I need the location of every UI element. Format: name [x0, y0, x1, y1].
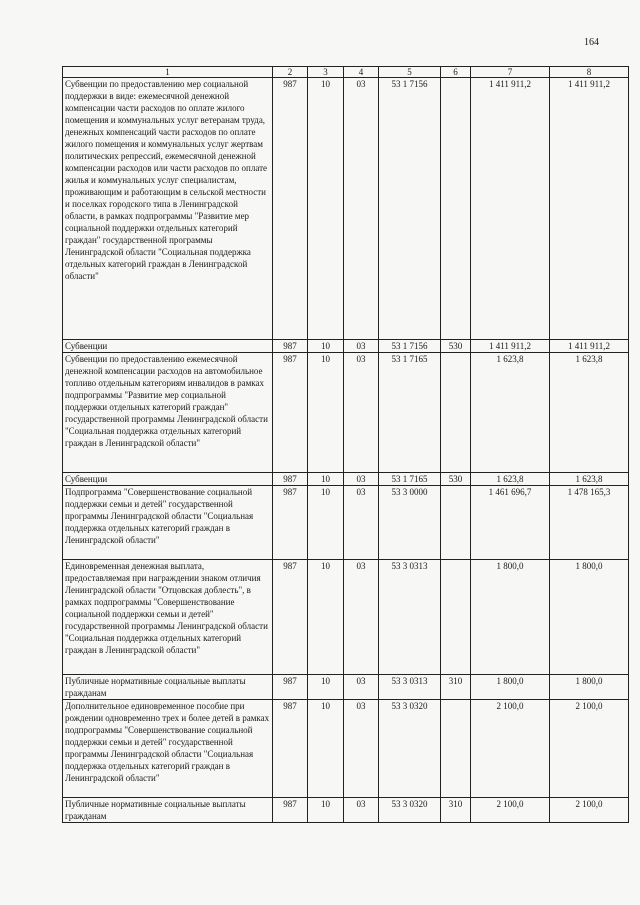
row-value-cell: 987: [273, 78, 308, 340]
row-value-cell: 03: [344, 78, 379, 340]
table-row: [63, 560, 629, 675]
row-value-cell: 987: [273, 675, 308, 700]
row-description-cell: Дополнительное единовременное пособие при рождении одновременно трех и более детей в рамках подпрограммы "Совершенствование социальной поддержки семьи и детей" государственной программы Ленинградской области "Социальная поддержка отдельных категорий граждан в Ленинградской области": [63, 700, 273, 798]
table-header-row: [63, 67, 629, 78]
row-value-cell: 53 3 0320: [379, 700, 441, 798]
table-row: [63, 486, 629, 560]
table-row: [63, 675, 629, 700]
row-description-cell: Единовременная денежная выплата, предоставляемая при награждении знаком отличия Ленинградской области "Отцовская доблесть", в рамках подпрограммы "Совершенствование социальной поддержки семьи и детей" государственной программы Ленинградской области "Социальная поддержка отдельных категорий граждан в Ленинградской области": [63, 560, 273, 675]
row-value-cell: 1 411 911,2: [471, 78, 550, 340]
header-cell: 2: [273, 67, 308, 78]
row-value-cell: [441, 78, 471, 340]
row-value-cell: 2 100,0: [471, 700, 550, 798]
row-value-cell: 1 800,0: [550, 560, 629, 675]
row-value-cell: 1 800,0: [471, 675, 550, 700]
row-value-cell: 1 478 165,3: [550, 486, 629, 560]
row-value-cell: 03: [344, 798, 379, 823]
row-value-cell: 10: [308, 340, 344, 353]
row-value-cell: 10: [308, 675, 344, 700]
header-cell: 6: [441, 67, 471, 78]
row-value-cell: [441, 353, 471, 473]
row-value-cell: 10: [308, 560, 344, 675]
header-cell: 1: [63, 67, 273, 78]
row-value-cell: 1 623,8: [550, 473, 629, 486]
row-value-cell: 03: [344, 473, 379, 486]
row-value-cell: 530: [441, 340, 471, 353]
row-value-cell: 987: [273, 560, 308, 675]
row-value-cell: 10: [308, 78, 344, 340]
header-cell: 7: [471, 67, 550, 78]
row-value-cell: 530: [441, 473, 471, 486]
row-description-cell: Субвенции: [63, 473, 273, 486]
row-value-cell: 1 461 696,7: [471, 486, 550, 560]
row-value-cell: 53 1 7156: [379, 340, 441, 353]
header-cell: 8: [550, 67, 629, 78]
row-description-cell: Публичные нормативные социальные выплаты гражданам: [63, 798, 273, 823]
row-value-cell: 10: [308, 700, 344, 798]
row-value-cell: 987: [273, 473, 308, 486]
row-value-cell: 2 100,0: [550, 700, 629, 798]
row-value-cell: 1 800,0: [471, 560, 550, 675]
row-value-cell: 53 3 0000: [379, 486, 441, 560]
row-value-cell: 310: [441, 798, 471, 823]
row-value-cell: 987: [273, 700, 308, 798]
table-row: [63, 78, 629, 340]
header-cell: 5: [379, 67, 441, 78]
table-row: [63, 700, 629, 798]
row-value-cell: 53 3 0320: [379, 798, 441, 823]
row-value-cell: 1 623,8: [550, 353, 629, 473]
row-value-cell: 53 3 0313: [379, 675, 441, 700]
row-value-cell: 310: [441, 675, 471, 700]
row-value-cell: 53 3 0313: [379, 560, 441, 675]
budget-table-body: [63, 67, 629, 823]
table-row: [63, 353, 629, 473]
row-value-cell: [441, 486, 471, 560]
row-value-cell: 1 411 911,2: [471, 340, 550, 353]
row-value-cell: 1 623,8: [471, 353, 550, 473]
row-description-cell: Публичные нормативные социальные выплаты гражданам: [63, 675, 273, 700]
table-row: [63, 798, 629, 823]
row-value-cell: 1 411 911,2: [550, 78, 629, 340]
row-description-cell: Субвенции по предоставлению мер социальной поддержки в виде: ежемесячной денежной компенсации части расходов по оплате жилого помещения и коммунальных услуг ветеранам труда, денежных компенсаций части расходов по оплате жилого помещения и коммунальных услуг жертвам политических репрессий, ежемесячной денежной компенсации расходов или части расходов по оплате жилья и коммунальных услуг специалистам, проживающим и работающим в сельской местности и поселках городского типа в Ленинградской области, в рамках подпрограммы "Развитие мер социальной поддержки отдельных категорий граждан" государственной программы Ленинградской области "Социальная поддержка отдельных категорий граждан в Ленинградской области": [63, 78, 273, 340]
row-value-cell: 03: [344, 340, 379, 353]
row-value-cell: 53 1 7165: [379, 353, 441, 473]
row-value-cell: [441, 560, 471, 675]
row-description-cell: Субвенции: [63, 340, 273, 353]
budget-table: [62, 66, 629, 823]
row-value-cell: 1 411 911,2: [550, 340, 629, 353]
row-value-cell: 1 623,8: [471, 473, 550, 486]
header-cell: 4: [344, 67, 379, 78]
row-value-cell: 53 1 7156: [379, 78, 441, 340]
row-value-cell: 987: [273, 486, 308, 560]
row-value-cell: 2 100,0: [471, 798, 550, 823]
row-value-cell: 987: [273, 798, 308, 823]
row-value-cell: [441, 700, 471, 798]
row-value-cell: 03: [344, 486, 379, 560]
row-value-cell: 10: [308, 473, 344, 486]
row-value-cell: 03: [344, 700, 379, 798]
row-value-cell: 53 1 7165: [379, 473, 441, 486]
row-value-cell: 987: [273, 353, 308, 473]
row-value-cell: 2 100,0: [550, 798, 629, 823]
table-row: [63, 340, 629, 353]
header-cell: 3: [308, 67, 344, 78]
row-value-cell: 03: [344, 675, 379, 700]
row-description-cell: Подпрограмма "Совершенствование социальной поддержки семьи и детей" государственной программы Ленинградской области "Социальная поддержка отдельных категорий граждан в Ленинградской области": [63, 486, 273, 560]
row-value-cell: 10: [308, 486, 344, 560]
row-value-cell: 10: [308, 353, 344, 473]
page-number: 164: [584, 37, 599, 48]
row-description-cell: Субвенции по предоставлению ежемесячной денежной компенсации расходов на автомобильное топливо отдельным категориям инвалидов в рамках подпрограммы "Развитие мер социальной поддержки отдельных категорий граждан" государственной программы Ленинградской области "Социальная поддержка отдельных категорий граждан в Ленинградской области": [63, 353, 273, 473]
row-value-cell: 03: [344, 353, 379, 473]
row-value-cell: 987: [273, 340, 308, 353]
table-row: [63, 473, 629, 486]
row-value-cell: 1 800,0: [550, 675, 629, 700]
row-value-cell: 03: [344, 560, 379, 675]
row-value-cell: 10: [308, 798, 344, 823]
